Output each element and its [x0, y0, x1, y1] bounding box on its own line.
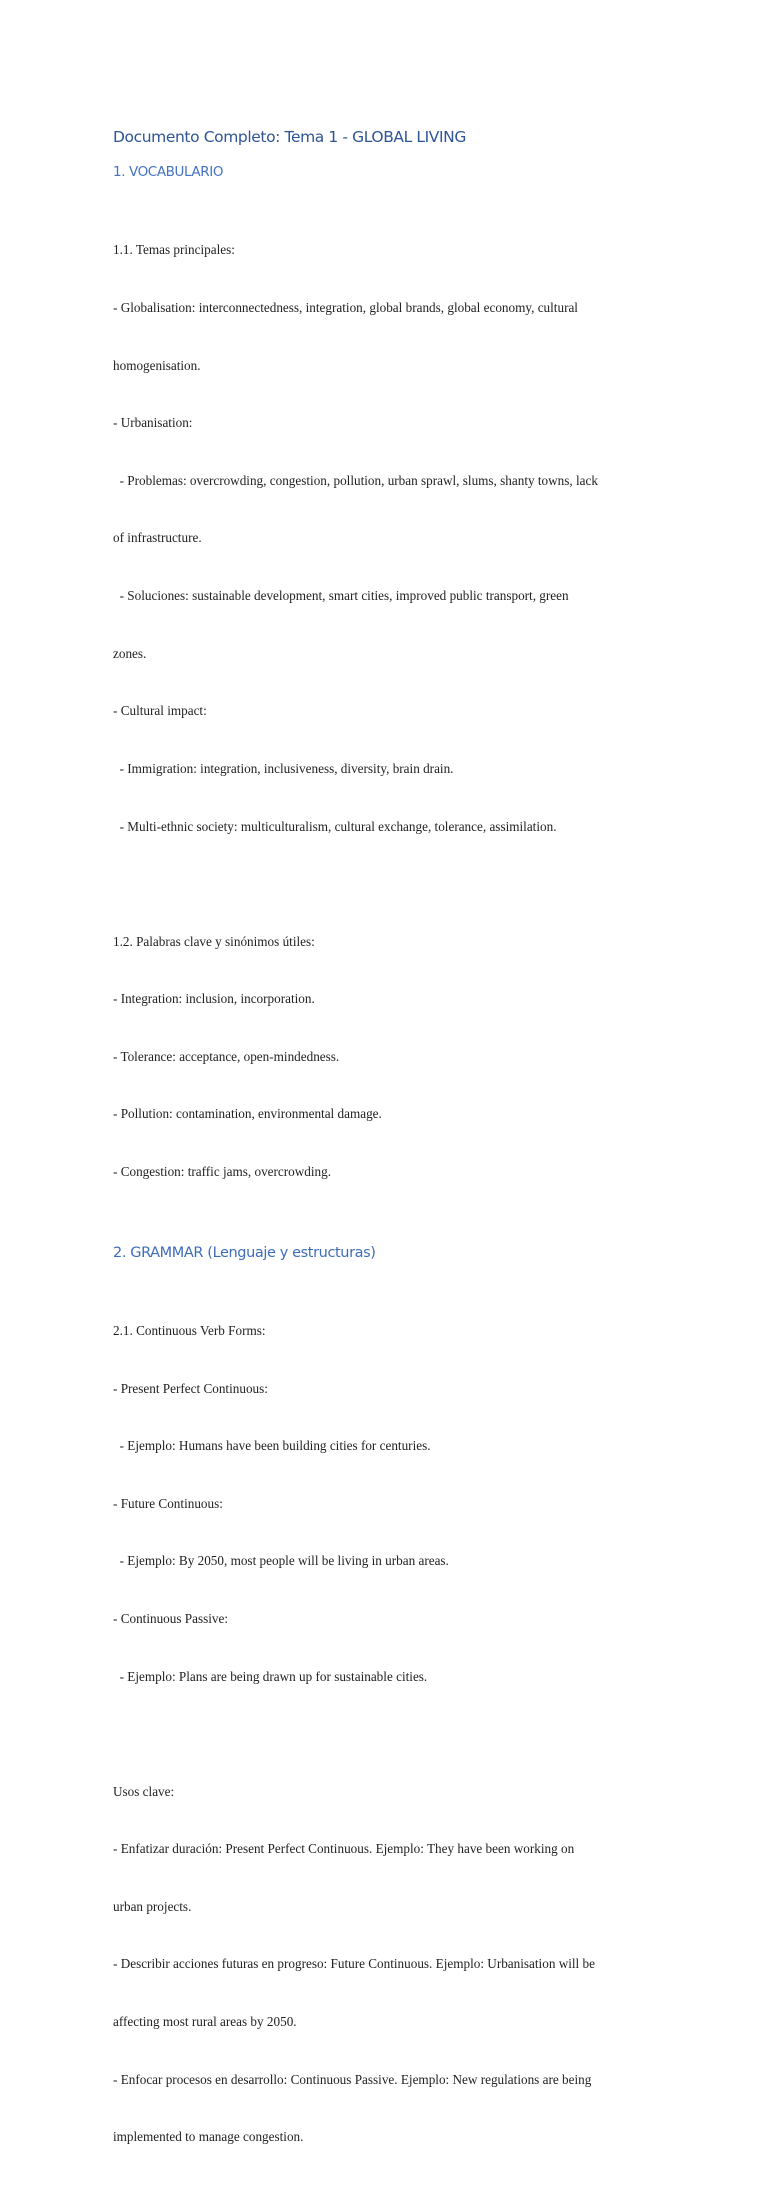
text-line: - Describir acciones futuras en progreso: Future Continuous. Ejemplo: Urbanisation will be — [113, 1956, 595, 1972]
text-line: - Integration: inclusion, incorporation. — [113, 991, 315, 1007]
text-line: - Urbanisation: — [113, 415, 193, 431]
subsection-continuous-verb-forms — [113, 1283, 658, 1725]
text-line: - Cultural impact: — [113, 703, 207, 719]
text-line: - Enfatizar duración: Present Perfect Continuous. Ejemplo: They have been working on — [113, 1841, 575, 1857]
text-line: - Continuous Passive: — [113, 1611, 229, 1627]
text-line: Usos clave: — [113, 1783, 175, 1799]
text-line: - Enfocar procesos en desarrollo: Continuous Passive. Ejemplo: New regulations are being — [113, 2071, 592, 2087]
text-line: zones. — [113, 645, 147, 661]
subsection-palabras-clave — [113, 893, 658, 1219]
text-line: affecting most rural areas by 2050. — [113, 2014, 297, 2030]
text-line: 1.2. Palabras clave y sinónimos útiles: — [113, 933, 315, 949]
document-content — [113, 124, 658, 2185]
text-line: implemented to manage congestion. — [113, 2129, 304, 2145]
text-line: - Pollution: contamination, environmental damage. — [113, 1106, 382, 1122]
text-line: - Present Perfect Continuous: — [113, 1380, 268, 1396]
text-line: urban projects. — [113, 1898, 192, 1914]
text-line: - Ejemplo: Plans are being drawn up for sustainable cities. — [113, 1668, 428, 1684]
text-line: 1.1. Temas principales: — [113, 242, 235, 258]
section-heading-grammar: 2. GRAMMAR (Lenguaje y estructuras) — [113, 1244, 376, 1261]
text-line: - Problemas: overcrowding, congestion, pollution, urban sprawl, slums, shanty towns, lack — [113, 472, 598, 488]
text-line: of infrastructure. — [113, 530, 202, 546]
text-line: - Multi-ethnic society: multiculturalism, cultural exchange, tolerance, assimilation. — [113, 818, 557, 834]
text-line: - Globalisation: interconnectedness, integration, global brands, global economy, cultural — [113, 300, 578, 316]
document-title: Documento Completo: Tema 1 - GLOBAL LIVING — [113, 128, 466, 146]
text-line: homogenisation. — [113, 357, 201, 373]
subsection-temas-principales — [113, 202, 658, 874]
subsection-usos-clave — [113, 1743, 658, 2185]
text-line: 2.1. Continuous Verb Forms: — [113, 1322, 266, 1338]
text-line: - Ejemplo: By 2050, most people will be living in urban areas. — [113, 1553, 449, 1569]
text-line: - Congestion: traffic jams, overcrowding. — [113, 1163, 332, 1179]
text-line: - Immigration: integration, inclusiveness, diversity, brain drain. — [113, 760, 454, 776]
section-heading-vocabulario: 1. VOCABULARIO — [113, 164, 224, 180]
text-line: - Ejemplo: Humans have been building cities for centuries. — [113, 1438, 431, 1454]
text-line: - Soluciones: sustainable development, smart cities, improved public transport, green — [113, 588, 569, 604]
text-line: - Tolerance: acceptance, open-mindedness. — [113, 1048, 340, 1064]
text-line: - Future Continuous: — [113, 1495, 223, 1511]
